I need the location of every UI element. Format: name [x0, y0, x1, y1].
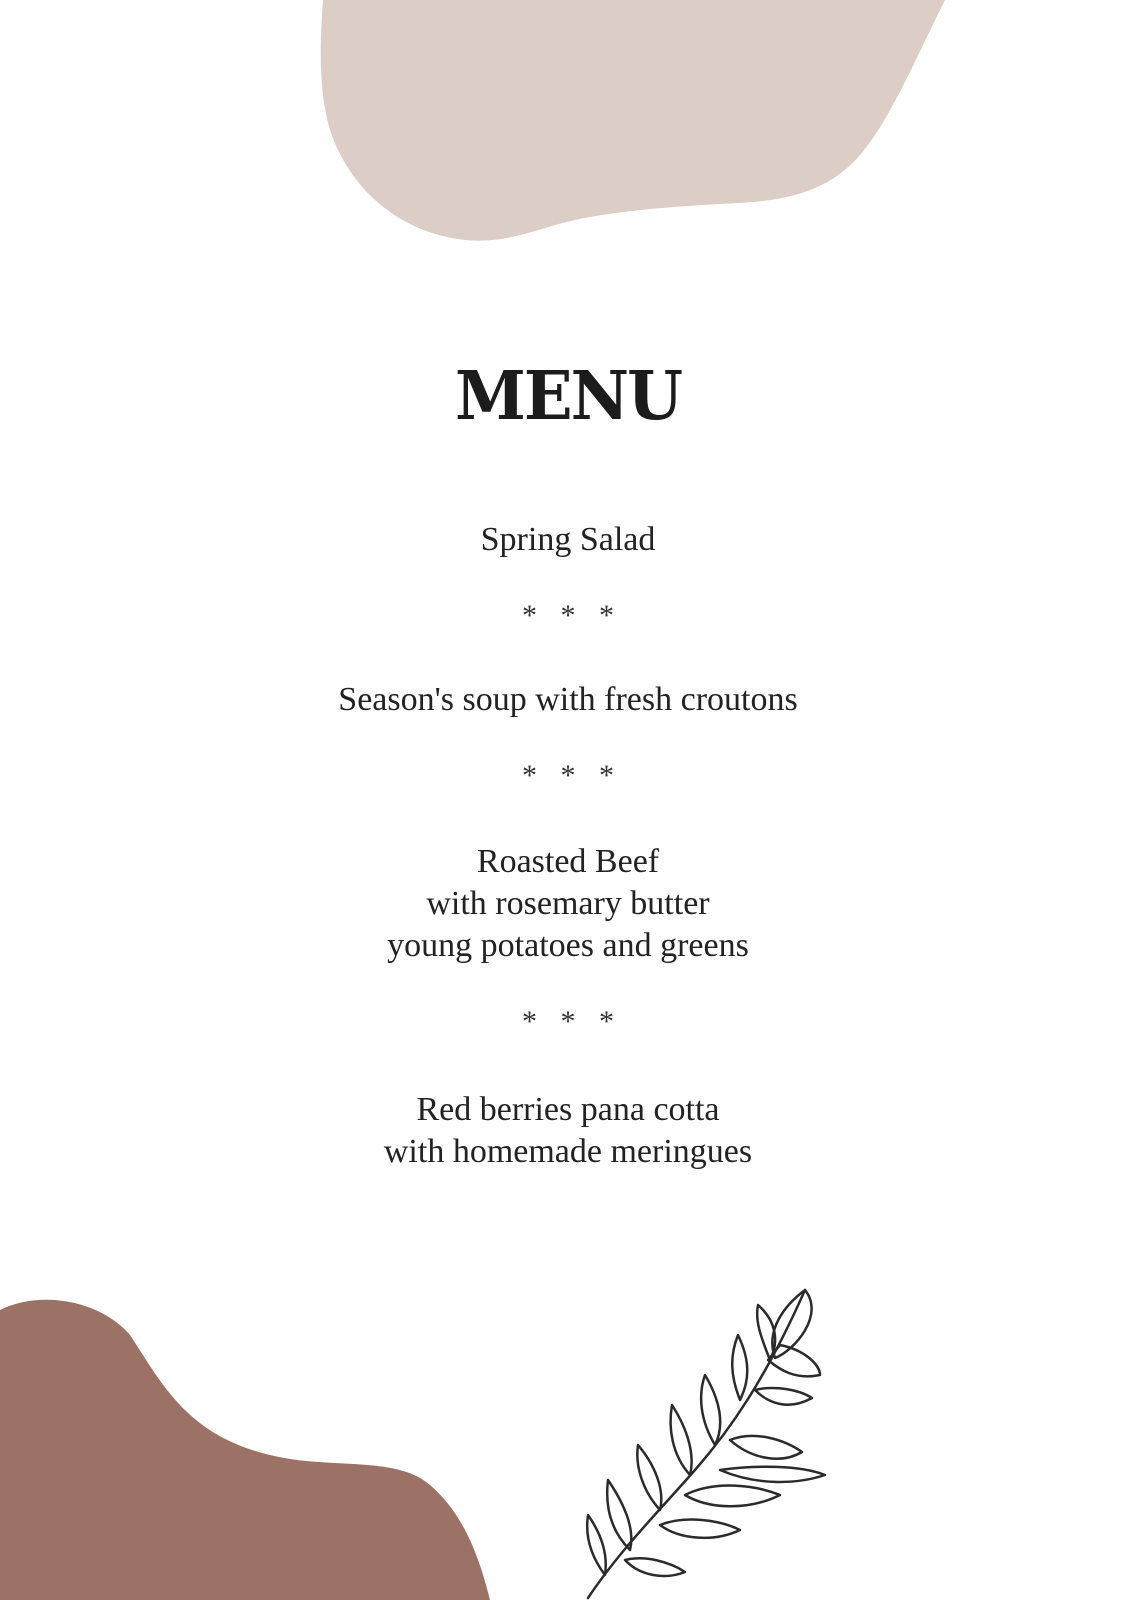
top-blob-fill: [321, 0, 945, 241]
leaf-5: [732, 1335, 747, 1400]
course-dessert: [0, 1089, 1136, 1173]
leaf-11: [637, 1445, 661, 1510]
course-line: Season's soup with fresh croutons: [338, 681, 798, 718]
course-line: Roasted Beef: [476, 843, 660, 880]
course-line: Red berries pana cotta: [416, 1091, 720, 1128]
course-soup: [0, 679, 1136, 721]
course-separator: * * *: [522, 1005, 622, 1038]
leaf-10: [685, 1486, 780, 1507]
leaf-sprig-illustration: [580, 1280, 850, 1600]
leaf-2: [768, 1345, 820, 1376]
leaf-4: [755, 1388, 812, 1405]
leaf-7: [701, 1375, 720, 1445]
course-line: young potatoes and greens: [387, 927, 749, 964]
top-blob-shape: [0, 0, 1136, 250]
menu-title: MENU: [455, 357, 681, 436]
course-separator: * * *: [522, 599, 622, 632]
leaf-9: [671, 1405, 692, 1475]
course-line: with homemade meringues: [383, 1133, 753, 1170]
course-line: with rosemary butter: [426, 885, 710, 922]
course-line: Spring Salad: [480, 521, 656, 558]
leaf-12: [660, 1520, 740, 1538]
leaf-14: [625, 1558, 685, 1576]
course-main: [0, 841, 1136, 967]
leaf-13: [607, 1480, 631, 1550]
leaf-15: [587, 1515, 606, 1575]
leaf-8: [720, 1467, 825, 1482]
menu-content: [0, 355, 1136, 1173]
course-starter: [0, 519, 1136, 561]
leaf-6: [730, 1436, 802, 1459]
course-separator: * * *: [522, 759, 622, 792]
bottom-blob-shape: [0, 1290, 500, 1600]
bottom-blob-fill: [0, 1300, 490, 1600]
